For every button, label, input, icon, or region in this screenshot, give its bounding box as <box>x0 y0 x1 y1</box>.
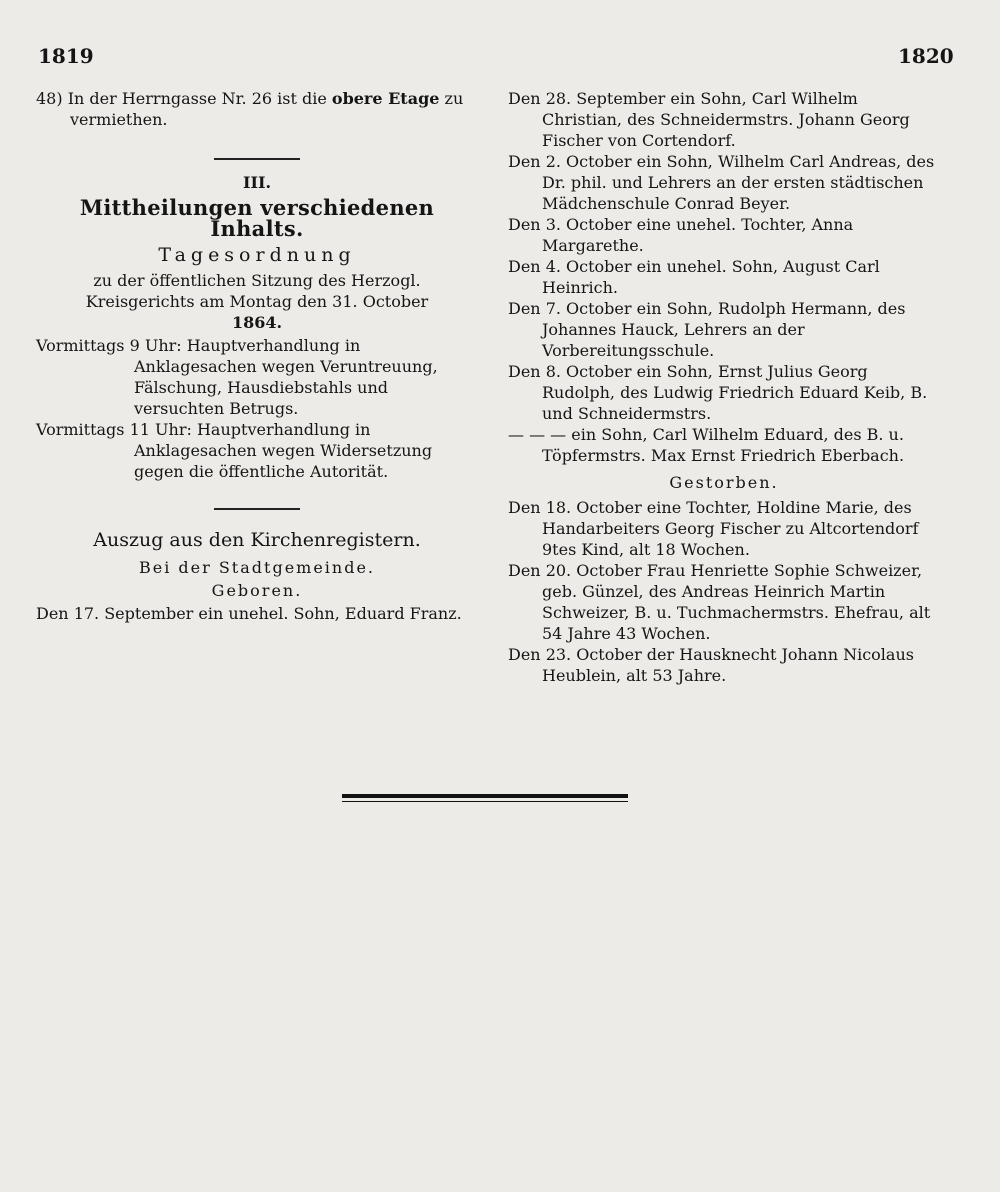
death-entry: Den 20. October Frau Henriette Sophie Schweizer, geb. Günzel, des Andreas Heinrich Martin Schweizer, B. u. Tuchmachermstrs. Ehefrau, alt 54 Jahre 43 Wochen. <box>508 561 931 643</box>
born-entry: Den 3. October eine unehel. Tochter, Anna Margarethe. <box>508 215 854 255</box>
born-entry: Den 4. October ein unehel. Sohn, August Carl Heinrich. <box>508 257 880 297</box>
death-entry: Den 18. October eine Tochter, Holdine Marie, des Handarbeiters Georg Fischer zu Altcortendorf 9tes Kind, alt 18 Wochen. <box>508 498 919 559</box>
rule-thin <box>342 801 628 802</box>
section-title: Mittheilungen verschiedenen Inhalts. <box>79 195 435 241</box>
section-divider <box>214 508 300 510</box>
parish-heading: Bei der Stadtgemeinde. <box>138 558 376 577</box>
born-entry: Den 2. October ein Sohn, Wilhelm Carl Andreas, des Dr. phil. und Lehrers an der ersten städtischen Mädchenschule Conrad Beyer. <box>508 152 935 213</box>
born-entry: Den 28. September ein Sohn, Carl Wilhelm Christian, des Schneidermstrs. Johann Georg Fischer von Cortendorf. <box>508 89 910 150</box>
page-number-left: 1819 <box>38 44 94 68</box>
agenda-item-text: Hauptverhandlung in Anklagesachen wegen Widersetzung gegen die öffentliche Autorität. <box>134 420 433 481</box>
agenda-heading: Tagesordnung <box>158 244 356 266</box>
death-entry: Den 23. October der Hausknecht Johann Nicolaus Heublein, alt 53 Jahre. <box>508 645 914 685</box>
notice-48-emphasis: obere Etage <box>331 89 440 108</box>
born-entry: Den 17. September ein unehel. Sohn, Eduard Franz. <box>36 604 462 623</box>
agenda-item <box>36 419 478 482</box>
agenda-year: 1864. <box>231 313 283 332</box>
page-number-right: 1820 <box>898 44 954 68</box>
agenda-item-time: Vormittags 11 Uhr: <box>36 420 192 439</box>
born-entry: — — — ein Sohn, Carl Wilhelm Eduard, des B. u. Töpfermstrs. Max Ernst Friedrich Eberbach. <box>508 425 905 465</box>
right-column <box>508 88 940 686</box>
section-number: III. <box>242 173 272 192</box>
born-entry: Den 7. October ein Sohn, Rudolph Hermann, des Johannes Hauck, Lehrers an der Vorbereitungsschule. <box>508 299 906 360</box>
left-column <box>36 88 478 624</box>
born-heading: Geboren. <box>211 581 303 600</box>
notice-48-prefix: 48) In der Herrngasse Nr. 26 ist die <box>36 89 332 108</box>
section-divider <box>214 158 300 160</box>
agenda-item-text: Hauptverhandlung in Anklagesachen wegen Veruntreuung, Fälschung, Hausdiebstahls und versuchten Betrugs. <box>134 336 438 418</box>
rule-thick <box>342 794 628 798</box>
born-entry: Den 8. October ein Sohn, Ernst Julius Georg Rudolph, des Ludwig Friedrich Eduard Keib, B. und Schneidermstrs. <box>508 362 928 423</box>
died-heading: Gestorben. <box>669 473 779 492</box>
agenda-subheading: zu der öffentlichen Sitzung des Herzogl. Kreisgerichts am Montag den 31. October <box>85 271 429 311</box>
notice-48-suffix: zu vermiethen. <box>70 89 464 129</box>
agenda-item <box>36 335 478 419</box>
notice-48 <box>36 88 478 130</box>
church-register-title: Auszug aus den Kirchenregistern. <box>93 529 421 551</box>
agenda-item-time: Vormittags 9 Uhr: <box>36 336 182 355</box>
end-double-rule <box>342 794 628 802</box>
